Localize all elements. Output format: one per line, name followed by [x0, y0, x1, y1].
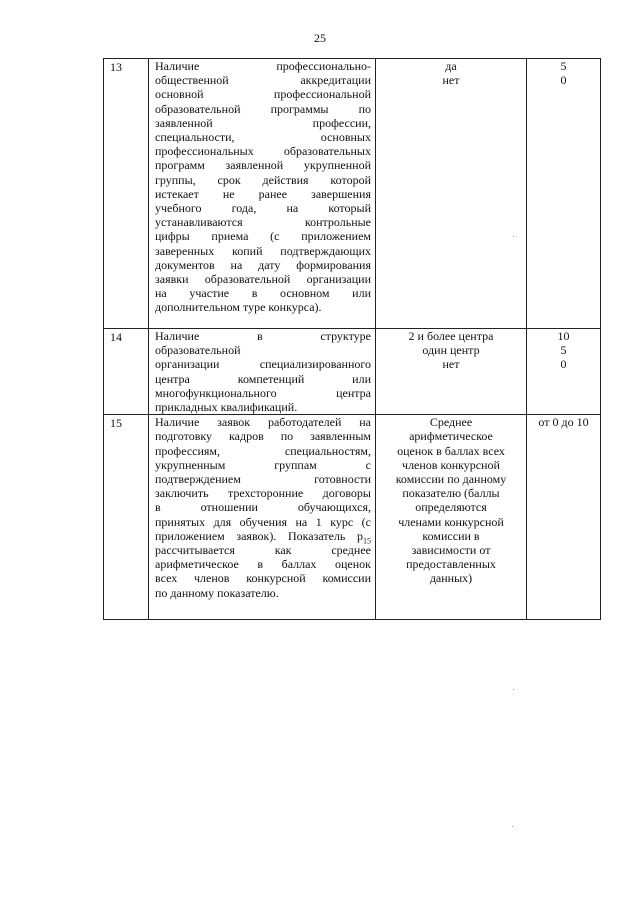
points-value: 5 [560, 343, 567, 358]
value-option: Среднее [429, 415, 473, 430]
description-line: в отношении обучающихся, [155, 500, 371, 515]
points-value: 5 [560, 59, 567, 73]
description-line: подтверждением готовности [155, 472, 371, 487]
description-line: заключить трехсторонние договоры [155, 486, 371, 501]
points-value: 0 [560, 357, 567, 372]
value-option: один центр [422, 343, 480, 358]
value-option: членами конкурсной [398, 514, 504, 529]
table-row [104, 59, 601, 329]
table-row [104, 415, 601, 620]
description-line: образовательной [155, 343, 241, 358]
criterion-values [376, 59, 527, 329]
description-line: укрупненным группам с [155, 457, 371, 472]
criterion-description [149, 329, 376, 415]
criteria-table [103, 58, 601, 620]
value-option: членов конкурсной [402, 457, 500, 472]
criterion-points [527, 59, 601, 329]
description-line: основной профессиональной [155, 87, 371, 102]
criterion-points [527, 329, 601, 415]
row-number: 13 [104, 59, 149, 329]
points-value: 10 [557, 329, 570, 343]
description-line: заявки образовательной организации [155, 272, 371, 287]
points-value: от 0 до 10 [538, 415, 589, 430]
description-line: прикладных квалификаций. [155, 400, 298, 415]
value-option: нет [442, 73, 460, 88]
description-line: Наличие профессионально- [155, 59, 371, 73]
value-option: оценок в баллах всех [397, 443, 505, 458]
criterion-description [149, 415, 376, 620]
value-option: определяются [415, 500, 487, 515]
points-value: 0 [560, 73, 567, 88]
value-option: предоставленных [406, 557, 496, 572]
description-line: программ заявленной укрупненной [155, 158, 371, 173]
table-row [104, 329, 601, 415]
description-line: профессиям, специальностям, [155, 443, 371, 458]
value-option: показателю (баллы [402, 486, 500, 501]
value-option: да [445, 59, 457, 73]
row-number: 15 [104, 415, 149, 620]
description-line: группы, срок действия которой [155, 172, 371, 187]
criterion-values [376, 329, 527, 415]
description-line: Наличие в структуре [155, 329, 371, 343]
value-option: арифметическое [409, 429, 493, 444]
value-option: комиссии по данному [395, 472, 507, 487]
description-line: по данному показателю. [155, 585, 279, 600]
description-line: заявленной профессии, [155, 115, 371, 130]
criterion-points [527, 415, 601, 620]
criterion-description [149, 59, 376, 329]
description-line: принятых для обучения на 1 курс (с [155, 514, 371, 529]
description-line: образовательной программы по [155, 101, 371, 116]
description-line: истекает не ранее завершения [155, 186, 371, 201]
value-option: комиссии в [422, 528, 480, 543]
description-line: приложением заявок). Показатель $p_{15}$ [155, 528, 371, 546]
description-line: учебного года, на который [155, 201, 371, 216]
description-line: документов на дату формирования [155, 257, 371, 272]
description-line: всех членов конкурсной комиссии [155, 571, 371, 586]
description-line: специальности, основных [155, 130, 371, 145]
value-option: нет [442, 357, 460, 372]
value-option: зависимости от [411, 543, 491, 558]
description-line: многофункционального центра [155, 385, 371, 400]
description-line: профессиональных образовательных [155, 144, 371, 159]
description-line: общественной аккредитации [155, 73, 371, 88]
description-line: заверенных копий подтверждающих [155, 243, 371, 258]
description-line: устанавливаются контрольные [155, 215, 371, 230]
description-line: на участие в основном или [155, 286, 371, 301]
value-option: данных) [429, 571, 473, 586]
description-line: Наличие заявок работодателей на [155, 415, 371, 430]
description-line: цифры приема (с приложением [155, 229, 371, 244]
criterion-values [376, 415, 527, 620]
indicator-subscript: 15 [363, 536, 371, 546]
scan-speck [513, 236, 514, 237]
scan-speck [513, 689, 514, 690]
row-number: 14 [104, 329, 149, 415]
description-line: организации специализированного [155, 357, 371, 372]
description-line: рассчитывается как среднее [155, 543, 371, 558]
page-number: 25 [314, 31, 326, 45]
description-line: подготовку кадров по заявленным [155, 429, 371, 444]
value-option: 2 и более центра [408, 329, 494, 343]
scan-speck [512, 826, 513, 827]
description-line: дополнительном туре конкурса). [155, 300, 322, 315]
description-line: центра компетенций или [155, 371, 371, 386]
description-line: арифметическое в баллах оценок [155, 557, 371, 572]
